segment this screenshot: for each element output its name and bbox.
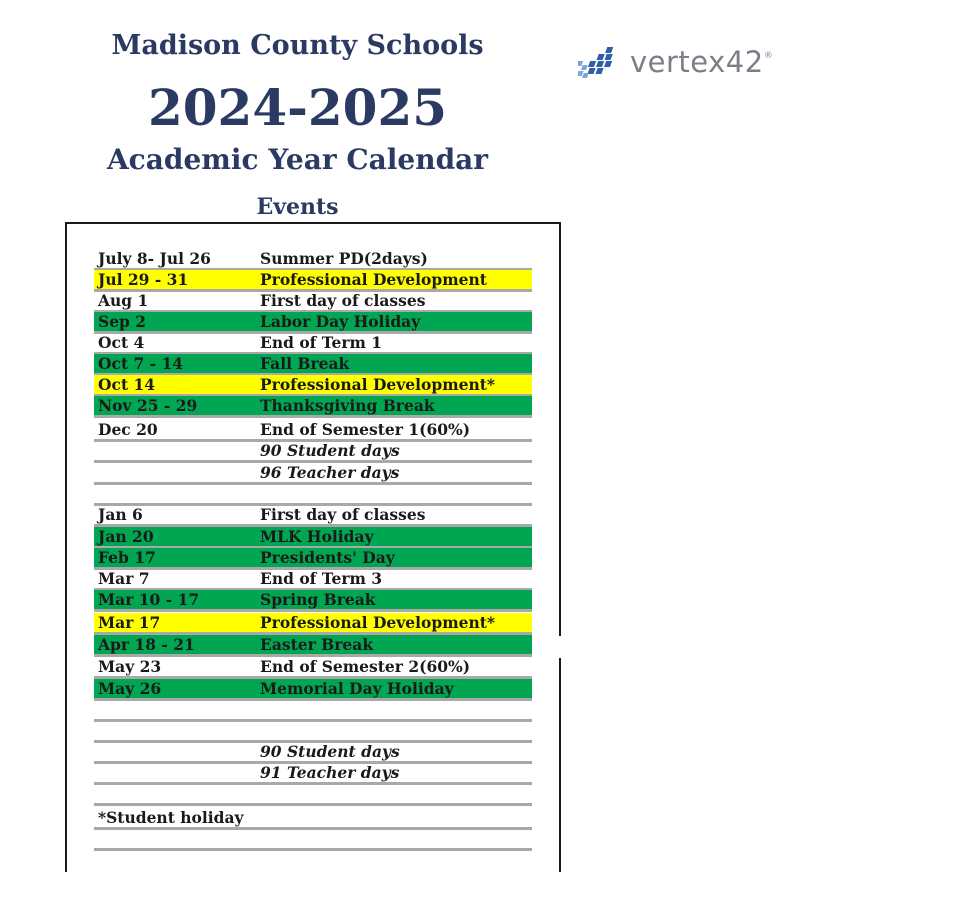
event-date: Oct 7 - 14 [98, 354, 184, 373]
event-description: Spring Break [260, 590, 376, 609]
event-row [94, 635, 532, 657]
event-date: Apr 18 - 21 [98, 635, 195, 654]
event-description: End of Semester 2(60%) [260, 657, 471, 676]
event-row [94, 527, 532, 549]
event-date: *Student holiday [98, 808, 244, 827]
event-description: Presidents' Day [260, 548, 395, 567]
event-date: Feb 17 [98, 548, 156, 567]
event-row [94, 700, 532, 722]
event-date: July 8- Jul 26 [98, 249, 211, 268]
event-row [94, 333, 532, 355]
event-date: Mar 10 - 17 [98, 590, 200, 609]
event-date: Mar 17 [98, 613, 161, 632]
event-row [94, 354, 532, 376]
event-description: Professional Development [260, 270, 487, 289]
event-row [94, 742, 532, 764]
event-row [94, 548, 532, 570]
event-row [94, 721, 532, 743]
event-row [94, 613, 532, 635]
logo-text: vertex42® [630, 45, 774, 79]
event-description: End of Term 3 [260, 569, 383, 588]
event-date: Mar 7 [98, 569, 150, 588]
school-year: 2024-2025 [147, 78, 448, 137]
vertex42-mark-icon [578, 45, 622, 79]
event-date: May 26 [98, 679, 162, 698]
event-row [94, 657, 532, 679]
event-description: Memorial Day Holiday [260, 679, 454, 698]
event-description: Professional Development* [260, 375, 495, 394]
school-name: Madison County Schools [111, 30, 484, 61]
event-description: First day of classes [260, 505, 426, 524]
event-date: Jul 29 - 31 [98, 270, 189, 289]
event-row [94, 505, 532, 527]
event-row [94, 420, 532, 442]
event-description: Professional Development* [260, 613, 495, 632]
event-description: Thanksgiving Break [260, 396, 435, 415]
event-row [94, 763, 532, 785]
event-description: End of Term 1 [260, 333, 383, 352]
event-date: Dec 20 [98, 420, 158, 439]
event-row [94, 463, 532, 485]
event-row [94, 590, 532, 612]
event-description: Fall Break [260, 354, 350, 373]
event-date: Jan 6 [98, 505, 143, 524]
event-description: 90 Student days [260, 441, 400, 460]
event-row [94, 829, 532, 851]
event-date: Jan 20 [98, 527, 154, 546]
vertex42-logo[interactable] [578, 42, 773, 82]
event-description: 91 Teacher days [260, 763, 400, 782]
event-row [94, 270, 532, 292]
event-row [94, 312, 532, 334]
event-row [94, 291, 532, 313]
calendar-subtitle: Academic Year Calendar [106, 143, 489, 176]
event-description: Summer PD(2days) [260, 249, 428, 268]
event-date: Oct 4 [98, 333, 145, 352]
event-description: Labor Day Holiday [260, 312, 421, 331]
event-row [94, 375, 532, 397]
event-date: Nov 25 - 29 [98, 396, 198, 415]
event-description: Easter Break [260, 635, 374, 654]
event-row [94, 569, 532, 591]
event-date: Aug 1 [98, 291, 149, 310]
event-description: 96 Teacher days [260, 463, 400, 482]
event-description: MLK Holiday [260, 527, 374, 546]
event-row [94, 808, 532, 830]
event-description: 90 Student days [260, 742, 400, 761]
event-row [94, 441, 532, 463]
event-row [94, 396, 532, 418]
event-row [94, 249, 532, 271]
event-date: May 23 [98, 657, 162, 676]
event-description: End of Semester 1(60%) [260, 420, 471, 439]
events-heading: Events [256, 194, 339, 220]
event-row [94, 484, 532, 506]
event-date: Oct 14 [98, 375, 156, 394]
event-date: Sep 2 [98, 312, 147, 331]
event-row [94, 679, 532, 701]
event-description: First day of classes [260, 291, 426, 310]
event-row [94, 784, 532, 806]
